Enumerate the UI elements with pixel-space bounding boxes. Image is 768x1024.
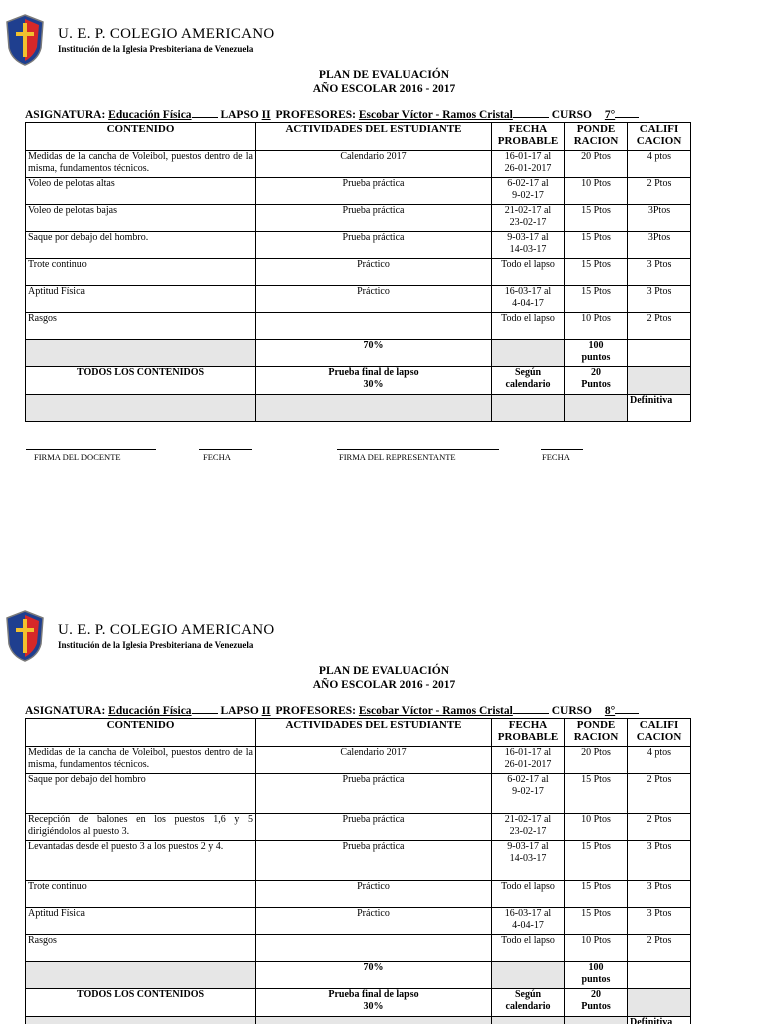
- cell-contenido: Saque por debajo del hombro.: [26, 232, 256, 259]
- cell-actividad: [256, 313, 492, 340]
- cell-ponderacion: 10 Ptos: [565, 313, 628, 340]
- todos-contenidos: TODOS LOS CONTENIDOS: [26, 989, 256, 1017]
- table-row: [26, 814, 691, 841]
- cell-calificacion: 2 Ptos: [628, 774, 691, 814]
- cell-calificacion: 3 Ptos: [628, 841, 691, 881]
- table-row: [26, 774, 691, 814]
- profesores-value: Escobar Víctor - Ramos Cristal: [358, 109, 513, 121]
- header-ponderacion: PONDE RACION: [565, 719, 628, 747]
- lapso-label: LAPSO: [220, 109, 259, 121]
- header-ponderacion: PONDE RACION: [565, 123, 628, 151]
- lapso-label: LAPSO: [220, 705, 259, 717]
- cell-contenido: Levantadas desde el puesto 3 a los puestos 2 y 4.: [26, 841, 256, 881]
- final-exam-points: 20 Puntos: [565, 367, 628, 395]
- cell-fecha: 9-03-17 al 14-03-17: [492, 841, 565, 881]
- cell-actividad: Práctico: [256, 259, 492, 286]
- profesores-label: PROFESORES:: [275, 705, 356, 717]
- school-crest-logo: [6, 610, 44, 662]
- cell-actividad: Práctico: [256, 881, 492, 908]
- cell-fecha: Todo el lapso: [492, 935, 565, 962]
- cell-fecha: 6-02-17 al 9-02-17: [492, 178, 565, 205]
- cell-calificacion: 2 Ptos: [628, 178, 691, 205]
- cell-fecha: 21-02-17 al 23-02-17: [492, 814, 565, 841]
- document-title: [0, 664, 768, 692]
- profesores-value: Escobar Víctor - Ramos Cristal: [358, 705, 513, 717]
- final-exam-points: 20 Puntos: [565, 989, 628, 1017]
- evaluation-plan-7: U. E. P. COLEGIO AMERICANO Institución de la Iglesia Presbiteriana de Venezuela PLAN DE EVALUACIÓN AÑO ESCOLAR 2016 - 2017 ASIGNATURA: Educación Física LAPSO II PROFESORES: Escobar Víctor - Ramos Cristal CURSO 7° CONTENIDO ACTIVIDADES DEL ESTUDIANTE FECHA PROBABLE PONDE RACION CALIFI CACION Medidas de la cancha de Voleibol, puestos dentro de la misma, fundamentos técnicos. Calendario 2017 16-01-17 al 26-01-2017 20 Ptos 4 ptos Voleo de pelotas altas Prueba práctica 6-02-17 al 9-02-17 10 Ptos 2 Ptos Voleo de pelotas bajas Prueba práctica 21-02-17 al 23-02-17 15 Ptos 3Ptos Saque por debajo del hombro. Prueba práctica 9-03-17 al 14-03-17 15 Ptos 3Ptos Trote continuo Práctico Todo el lapso 15 Ptos 3 Ptos Aptitud Física Práctico 16-03-17 al 4-04-17 15 Ptos 3 Ptos Rasgos Todo el lapso 10 Ptos 2 Ptos 70% 100 puntos TODOS LOS CONTENIDOS Prueba final de lapso 30% Según calendario 20 Puntos Definitiva FIRMA DEL DOCENTE FECHA FIRMA DEL REPRESENTANTE FECHA: [0, 0, 768, 520]
- cell-contenido: Rasgos: [26, 935, 256, 962]
- subtotal-percent: 70%: [256, 962, 492, 989]
- curso-label: CURSO: [551, 109, 592, 121]
- cell-calificacion: 3Ptos: [628, 205, 691, 232]
- cell-ponderacion: 10 Ptos: [565, 814, 628, 841]
- header-contenido: CONTENIDO: [26, 123, 256, 151]
- table-row: [26, 881, 691, 908]
- cell-ponderacion: 15 Ptos: [565, 841, 628, 881]
- cell-fecha: 16-03-17 al 4-04-17: [492, 286, 565, 313]
- cell-fecha: 16-01-17 al 26-01-2017: [492, 747, 565, 774]
- school-name: U. E. P. COLEGIO AMERICANO: [58, 622, 275, 638]
- header-actividades: ACTIVIDADES DEL ESTUDIANTE: [256, 123, 492, 151]
- total-row: [26, 395, 691, 422]
- evaluation-table: [25, 122, 691, 422]
- course-meta: [25, 705, 639, 717]
- cell-actividad: Práctico: [256, 286, 492, 313]
- lapso-value: II: [261, 705, 271, 717]
- header-contenido: CONTENIDO: [26, 719, 256, 747]
- header-fecha: FECHA PROBABLE: [492, 719, 565, 747]
- cell-calificacion: 4 ptos: [628, 747, 691, 774]
- table-row: [26, 259, 691, 286]
- cell-contenido: Aptitud Física: [26, 908, 256, 935]
- cell-contenido: Rasgos: [26, 313, 256, 340]
- subtotal-row: [26, 340, 691, 367]
- cell-calificacion: 2 Ptos: [628, 313, 691, 340]
- cell-ponderacion: 15 Ptos: [565, 232, 628, 259]
- school-name: U. E. P. COLEGIO AMERICANO: [58, 26, 275, 42]
- evaluation-table: [25, 718, 691, 1024]
- school-year: AÑO ESCOLAR 2016 - 2017: [312, 83, 456, 95]
- cell-ponderacion: 15 Ptos: [565, 908, 628, 935]
- cell-calificacion: 3 Ptos: [628, 286, 691, 313]
- cell-ponderacion: 15 Ptos: [565, 205, 628, 232]
- header-calificacion: CALIFI CACION: [628, 123, 691, 151]
- cell-contenido: Voleo de pelotas altas: [26, 178, 256, 205]
- cell-ponderacion: 15 Ptos: [565, 259, 628, 286]
- table-row: [26, 935, 691, 962]
- course-meta: [25, 109, 639, 121]
- cell-contenido: Recepción de balones en los puestos 1,6 y 5 dirigiéndolos al puesto 3.: [26, 814, 256, 841]
- table-row: [26, 841, 691, 881]
- cell-fecha: Todo el lapso: [492, 881, 565, 908]
- header-actividades: ACTIVIDADES DEL ESTUDIANTE: [256, 719, 492, 747]
- cell-ponderacion: 20 Ptos: [565, 151, 628, 178]
- cell-contenido: Voleo de pelotas bajas: [26, 205, 256, 232]
- cell-calificacion: 3 Ptos: [628, 259, 691, 286]
- total-row: [26, 1017, 691, 1024]
- school-subtitle: Institución de la Iglesia Presbiteriana de Venezuela: [58, 44, 254, 54]
- todos-contenidos: TODOS LOS CONTENIDOS: [26, 367, 256, 395]
- school-crest-logo: [6, 14, 44, 66]
- cell-actividad: Calendario 2017: [256, 151, 492, 178]
- cell-actividad: [256, 935, 492, 962]
- final-exam-row: [26, 367, 691, 395]
- table-row: [26, 286, 691, 313]
- table-header-row: [26, 719, 691, 747]
- cell-calificacion: 3Ptos: [628, 232, 691, 259]
- cell-ponderacion: 15 Ptos: [565, 774, 628, 814]
- cell-fecha: 21-02-17 al 23-02-17: [492, 205, 565, 232]
- final-exam-date: Según calendario: [492, 367, 565, 395]
- table-header-row: [26, 123, 691, 151]
- cell-ponderacion: 15 Ptos: [565, 881, 628, 908]
- table-row: [26, 151, 691, 178]
- asignatura-label: ASIGNATURA:: [25, 109, 106, 121]
- cell-fecha: Todo el lapso: [492, 259, 565, 286]
- cell-calificacion: 3 Ptos: [628, 881, 691, 908]
- plan-title: PLAN DE EVALUACIÓN: [318, 69, 450, 81]
- lapso-value: II: [261, 109, 271, 121]
- cell-contenido: Medidas de la cancha de Voleibol, puestos dentro de la misma, fundamentos técnicos.: [26, 747, 256, 774]
- cell-ponderacion: 15 Ptos: [565, 286, 628, 313]
- cell-ponderacion: 10 Ptos: [565, 935, 628, 962]
- cell-contenido: Aptitud Física: [26, 286, 256, 313]
- cell-fecha: Todo el lapso: [492, 313, 565, 340]
- cell-actividad: Calendario 2017: [256, 747, 492, 774]
- evaluation-plan-8: [0, 596, 768, 1024]
- subtotal-row: [26, 962, 691, 989]
- cell-calificacion: 3 Ptos: [628, 908, 691, 935]
- asignatura-label: ASIGNATURA:: [25, 705, 106, 717]
- table-row: [26, 205, 691, 232]
- curso-value: 7°: [604, 109, 616, 121]
- asignatura-value: Educación Física: [108, 705, 192, 717]
- final-exam-row: [26, 989, 691, 1017]
- header-calificacion: CALIFI CACION: [628, 719, 691, 747]
- school-year: AÑO ESCOLAR 2016 - 2017: [312, 679, 456, 691]
- subtotal-percent: 70%: [256, 340, 492, 367]
- final-exam-activity: Prueba final de lapso 30%: [256, 367, 492, 395]
- cell-actividad: Prueba práctica: [256, 205, 492, 232]
- cell-calificacion: 4 ptos: [628, 151, 691, 178]
- cell-actividad: Prueba práctica: [256, 814, 492, 841]
- profesores-label: PROFESORES:: [275, 109, 356, 121]
- table-row: [26, 232, 691, 259]
- definitiva-label: Definitiva: [628, 395, 691, 422]
- cell-calificacion: 2 Ptos: [628, 814, 691, 841]
- cell-fecha: 9-03-17 al 14-03-17: [492, 232, 565, 259]
- plan-title: PLAN DE EVALUACIÓN: [318, 665, 450, 677]
- table-row: [26, 747, 691, 774]
- final-exam-date: Según calendario: [492, 989, 565, 1017]
- cell-fecha: 6-02-17 al 9-02-17: [492, 774, 565, 814]
- cell-contenido: Medidas de la cancha de Voleibol, puestos dentro de la misma, fundamentos técnicos.: [26, 151, 256, 178]
- table-row: [26, 908, 691, 935]
- cell-fecha: 16-03-17 al 4-04-17: [492, 908, 565, 935]
- definitiva-label: Definitiva: [628, 1017, 691, 1024]
- cell-ponderacion: 20 Ptos: [565, 747, 628, 774]
- asignatura-value: Educación Física: [108, 109, 192, 121]
- cell-actividad: Prueba práctica: [256, 232, 492, 259]
- cell-actividad: Prueba práctica: [256, 841, 492, 881]
- cell-actividad: Prueba práctica: [256, 774, 492, 814]
- school-subtitle: Institución de la Iglesia Presbiteriana de Venezuela: [58, 640, 254, 650]
- cell-fecha: 16-01-17 al 26-01-2017: [492, 151, 565, 178]
- header-fecha: FECHA PROBABLE: [492, 123, 565, 151]
- curso-value: 8°: [604, 705, 616, 717]
- document-title: [0, 68, 768, 96]
- cell-calificacion: 2 Ptos: [628, 935, 691, 962]
- cell-actividad: Práctico: [256, 908, 492, 935]
- table-row: [26, 313, 691, 340]
- cell-ponderacion: 10 Ptos: [565, 178, 628, 205]
- curso-label: CURSO: [551, 705, 592, 717]
- cell-contenido: Trote continuo: [26, 259, 256, 286]
- subtotal-points: 100 puntos: [565, 340, 628, 367]
- table-row: [26, 178, 691, 205]
- cell-contenido: Trote continuo: [26, 881, 256, 908]
- cell-contenido: Saque por debajo del hombro: [26, 774, 256, 814]
- final-exam-activity: Prueba final de lapso 30%: [256, 989, 492, 1017]
- subtotal-points: 100 puntos: [565, 962, 628, 989]
- cell-actividad: Prueba práctica: [256, 178, 492, 205]
